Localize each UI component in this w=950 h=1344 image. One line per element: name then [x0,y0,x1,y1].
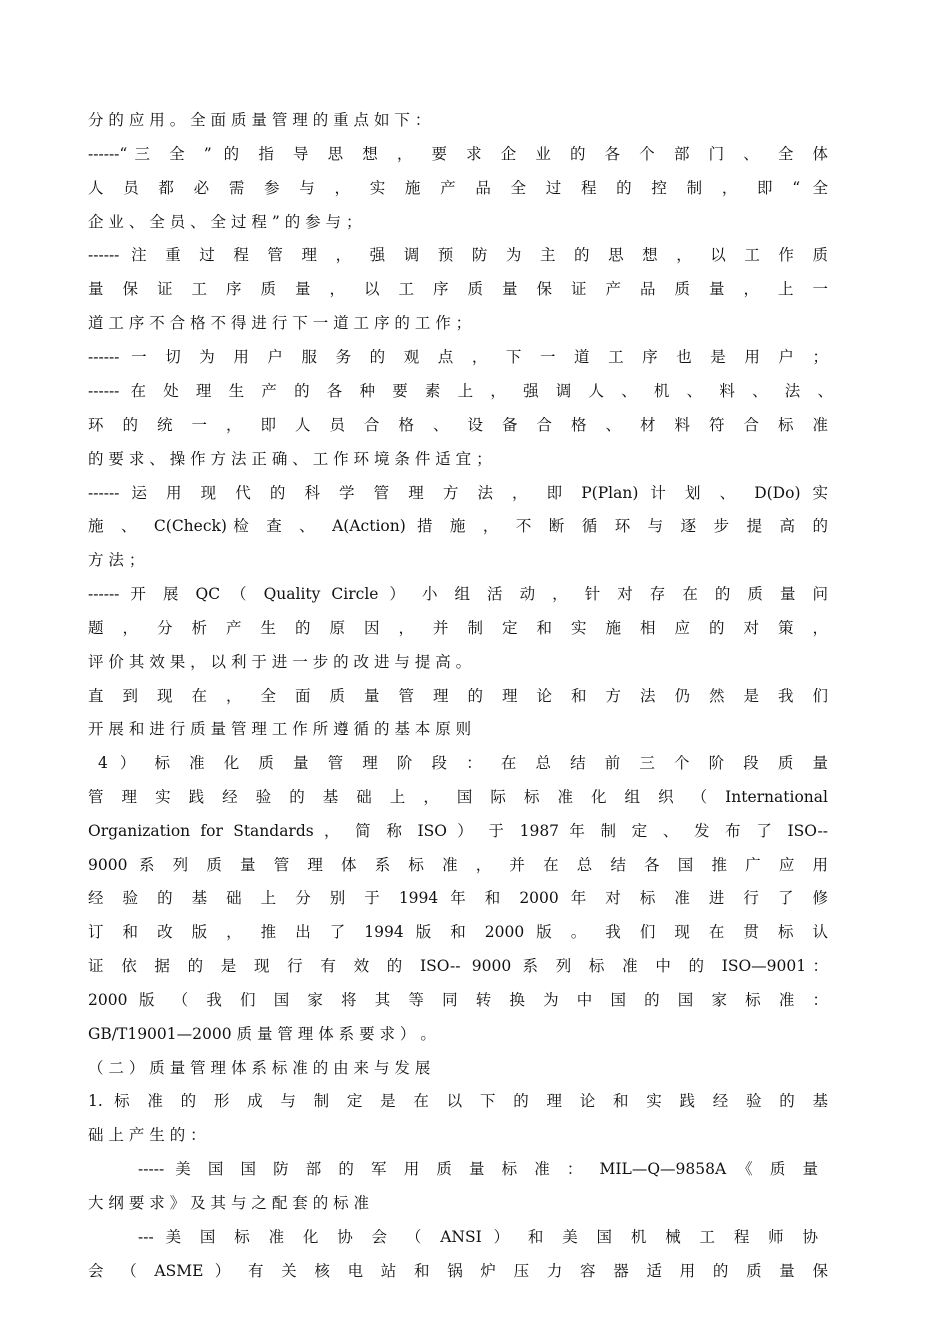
text-line: 础 上 产 生 的 ： [88,1126,206,1144]
text-line: ------“三 全 ” 的 指 导 思 想 ， 要 求 企 业 的 各 个 部 门 、 全 体 [88,145,828,163]
text-line: 会 （ ASME ） 有 关 核 电 站 和 锅 炉 压 力 容 器 适 用 的 质 量 保 [88,1262,828,1280]
text-line: 2000 版 （ 我 们 国 家 将 其 等 同 转 换 为 中 国 的 国 家 标 准 ： [88,991,828,1009]
text-line: 施 、 C(Check)检 查 、 A(Action) 措 施 ， 不 断 循 环 与 逐 步 提 高 的 [88,517,828,535]
text-line: 订 和 改 版 ， 推 出 了 1994 版 和 2000 版 。 我 们 现 在 贯 标 认 [88,923,828,941]
text-line: 开 展 和 进 行 质 量 管 理 工 作 所 遵 循 的 基 本 原 则 [88,720,472,738]
text-line: 人 员 都 必 需 参 与 ， 实 施 产 品 全 过 程 的 控 制 ， 即 “ 全 [88,179,828,197]
section-heading: （ 二 ） 质 量 管 理 体 系 标 准 的 由 来 与 发 展 [88,1059,431,1077]
text-line: 的 要 求 、 操 作 方 法 正 确 、 工 作 环 境 条 件 适 宜 ； [88,450,492,468]
text-line: 环 的 统 一 ， 即 人 员 合 格 、 设 备 合 格 、 材 料 符 合 标 准 [88,416,829,434]
text-line: 大 纲 要 求 》 及 其 与 之 配 套 的 标 准 [88,1194,370,1212]
text-line: ------ 在 处 理 生 产 的 各 种 要 素 上 ， 强 调 人 、 机 、 料 、 法 、 [88,382,833,400]
text-line: ------ 开 展 QC （ Quality Circle ） 小 组 活 动 ， 针 对 存 在 的 质 量 问 [88,585,828,603]
text-line: 道 工 序 不 合 格 不 得 进 行 下 一 道 工 序 的 工 作 ； [88,314,472,332]
text-line: 方 法 ； [88,551,145,569]
text-line: 直 到 现 在 ， 全 面 质 量 管 理 的 理 论 和 方 法 仍 然 是 我 们 [88,687,829,705]
text-line: 9000 系 列 质 量 管 理 体 系 标 准 ， 并 在 总 结 各 国 推 广 应 用 [88,856,828,874]
text-line: 1. 标 准 的 形 成 与 制 定 是 在 以 下 的 理 论 和 实 践 经 验 的 基 [88,1092,828,1110]
text-line: 企 业 、 全 员 、 全 过 程 ” 的 参 与 ； [88,213,362,231]
text-line: --- 美 国 标 准 化 协 会 （ ANSI ） 和 美 国 机 械 工 程 师 协 [138,1228,818,1246]
text-line: ----- 美 国 国 防 部 的 军 用 质 量 标 准 ： MIL—Q—9858A 《 质 量 [138,1160,818,1178]
text-line: ------ 一 切 为 用 户 服 务 的 观 点 ， 下 一 道 工 序 也 是 用 户 ； [88,348,828,366]
text-line: 管 理 实 践 经 验 的 基 础 上 ， 国 际 标 准 化 组 织 （ International [88,788,828,806]
text-line: ------ 注 重 过 程 管 理 ， 强 调 预 防 为 主 的 思 想 ， 以 工 作 质 [88,246,828,264]
text-line: Organization for Standards ， 简 称 ISO ） 于 1987 年 制 定 、 发 布 了 ISO-- [88,822,828,840]
text-line: 评 价 其 效 果 ， 以 利 于 进 一 步 的 改 进 与 提 高 。 [88,653,472,671]
text-line: ------ 运 用 现 代 的 科 学 管 理 方 法 ， 即 P(Plan) 计 划 、 D(Do) 实 [88,484,828,502]
text-line: GB/T19001—2000 质 量 管 理 体 系 要 求 ） 。 [88,1025,436,1043]
text-line: 证 依 据 的 是 现 行 有 效 的 ISO-- 9000 系 列 标 准 中 的 ISO—9001： [88,957,828,975]
text-line: 量 保 证 工 序 质 量 ， 以 工 序 质 量 保 证 产 品 质 量 ， 上 一 [88,280,829,298]
text-line: 题 ， 分 析 产 生 的 原 因 ， 并 制 定 和 实 施 相 应 的 对 策 ， [88,619,829,637]
text-line: 4 ） 标 准 化 质 量 管 理 阶 段 ： 在 总 结 前 三 个 阶 段 质 量 [98,754,828,772]
text-line: 分 的 应 用 。 全 面 质 量 管 理 的 重 点 如 下 ： [88,111,431,129]
text-line: 经 验 的 基 础 上 分 别 于 1994 年 和 2000 年 对 标 准 进 行 了 修 [88,889,828,907]
